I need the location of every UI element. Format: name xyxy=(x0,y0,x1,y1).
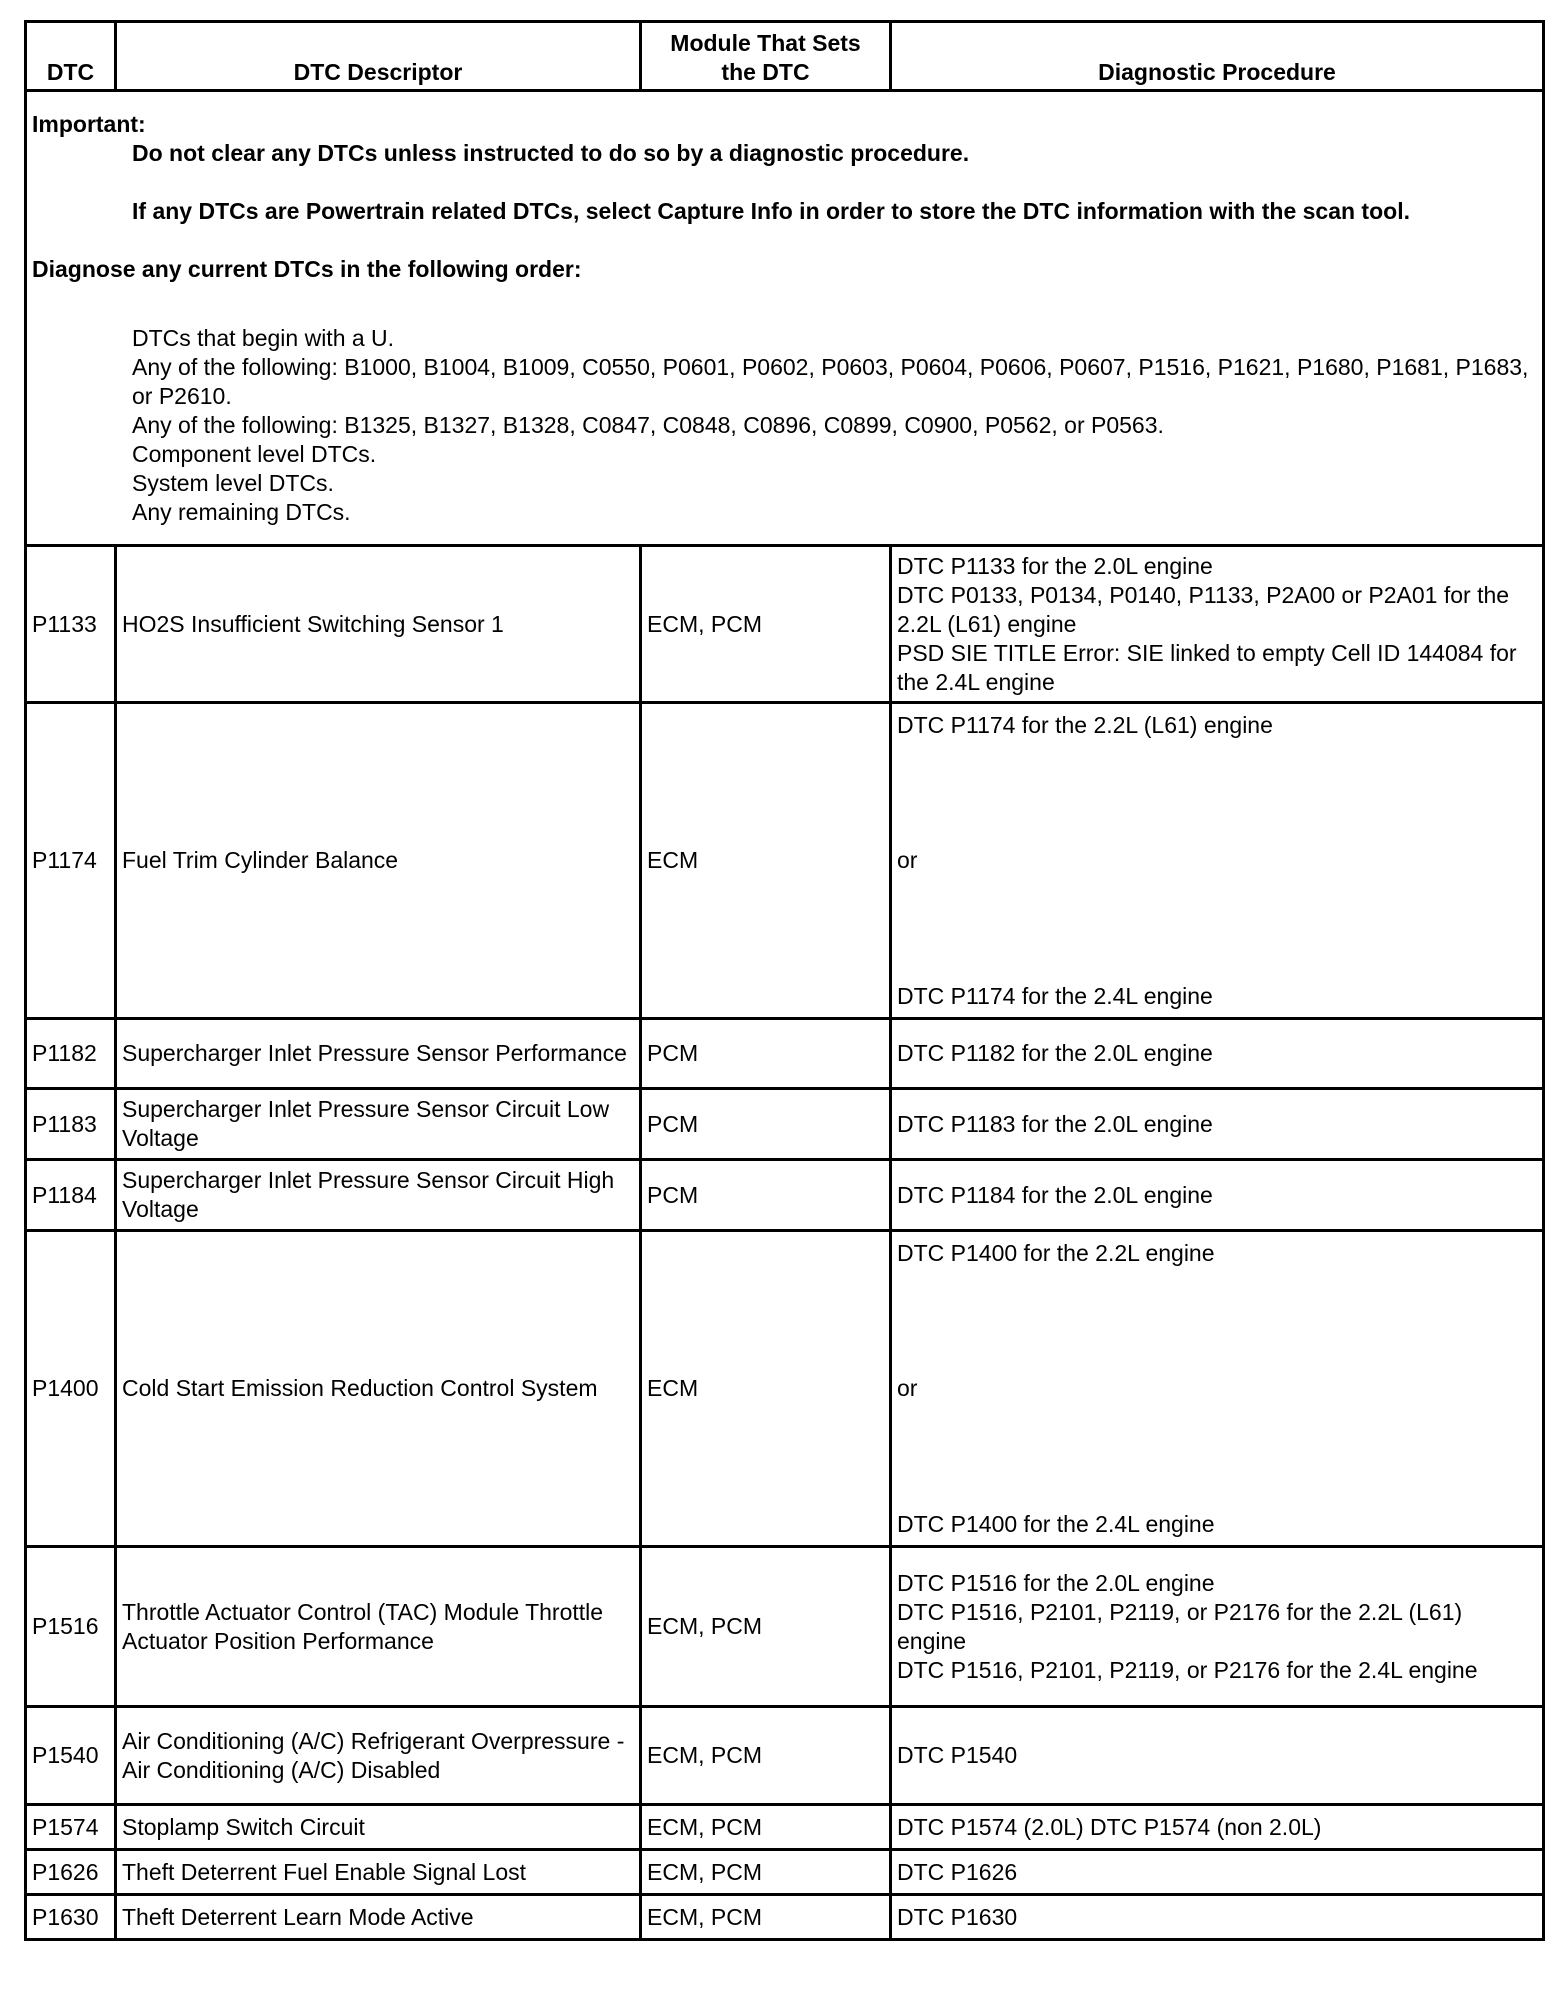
dtc-procedure: DTC P1184 for the 2.0L engine xyxy=(891,1160,1544,1231)
dtc-module: ECM xyxy=(641,703,891,1019)
dtc-descriptor: HO2S Insufficient Switching Sensor 1 xyxy=(116,546,641,703)
dtc-descriptor: Supercharger Inlet Pressure Sensor Circuit Low Voltage xyxy=(116,1089,641,1160)
header-dtc: DTC xyxy=(26,22,116,91)
important-row xyxy=(26,91,1544,546)
procedure-line: PSD SIE TITLE Error: SIE linked to empty Cell ID 144084 for the 2.4L engine xyxy=(897,639,1517,695)
table-row xyxy=(26,1019,1544,1089)
procedure-line: DTC P1174 for the 2.4L engine xyxy=(897,982,1213,1009)
important-title: Important: xyxy=(32,110,146,137)
dtc-code: P1626 xyxy=(26,1850,116,1895)
table-row xyxy=(26,1089,1544,1160)
procedure-line: DTC P1400 for the 2.2L engine xyxy=(897,1239,1215,1266)
dtc-module: ECM, PCM xyxy=(641,1850,891,1895)
order-item: Any of the following: B1000, B1004, B1009, C0550, P0601, P0602, P0603, P0604, P0606, P0607, P1516, P1621, P1680, P1681, P1683, or P2610. xyxy=(132,353,1529,409)
dtc-procedure: DTC P1183 for the 2.0L engine xyxy=(891,1089,1544,1160)
order-item: Component level DTCs. xyxy=(132,440,377,467)
procedure-line: DTC P1516, P2101, P2119, or P2176 for the 2.4L engine xyxy=(897,1656,1478,1683)
dtc-descriptor: Supercharger Inlet Pressure Sensor Performance xyxy=(116,1019,641,1089)
procedure-line: or xyxy=(897,847,918,873)
procedure-line: DTC P1516 for the 2.0L engine xyxy=(897,1569,1215,1596)
order-item: System level DTCs. xyxy=(132,469,334,496)
dtc-module: PCM xyxy=(641,1089,891,1160)
procedure-line: DTC P1133 for the 2.0L engine xyxy=(897,552,1213,579)
dtc-descriptor: Throttle Actuator Control (TAC) Module Throttle Actuator Position Performance xyxy=(116,1547,641,1707)
dtc-table xyxy=(24,20,1545,1941)
order-item: Any remaining DTCs. xyxy=(132,498,351,525)
table-row xyxy=(26,1707,1544,1805)
dtc-procedure: DTC P1540 xyxy=(891,1707,1544,1805)
dtc-descriptor: Supercharger Inlet Pressure Sensor Circuit High Voltage xyxy=(116,1160,641,1231)
dtc-module: ECM, PCM xyxy=(641,1707,891,1805)
dtc-code: P1183 xyxy=(26,1089,116,1160)
dtc-code: P1174 xyxy=(26,703,116,1019)
dtc-code: P1540 xyxy=(26,1707,116,1805)
dtc-procedure: DTC P1182 for the 2.0L engine xyxy=(891,1019,1544,1089)
dtc-code: P1133 xyxy=(26,546,116,703)
important-line-1: Do not clear any DTCs unless instructed to do so by a diagnostic procedure. xyxy=(132,139,970,166)
dtc-procedure: DTC P1630 xyxy=(891,1895,1544,1940)
dtc-descriptor: Theft Deterrent Fuel Enable Signal Lost xyxy=(116,1850,641,1895)
dtc-procedure xyxy=(891,546,1544,703)
dtc-code: P1400 xyxy=(26,1231,116,1547)
table-row xyxy=(26,1850,1544,1895)
table-row xyxy=(26,1547,1544,1707)
dtc-module: ECM, PCM xyxy=(641,546,891,703)
dtc-code: P1182 xyxy=(26,1019,116,1089)
order-heading: Diagnose any current DTCs in the following order: xyxy=(32,255,582,282)
header-descriptor: DTC Descriptor xyxy=(116,22,641,91)
dtc-descriptor: Air Conditioning (A/C) Refrigerant Overpressure - Air Conditioning (A/C) Disabled xyxy=(116,1707,641,1805)
dtc-descriptor: Theft Deterrent Learn Mode Active xyxy=(116,1895,641,1940)
dtc-module: ECM xyxy=(641,1231,891,1547)
procedure-line: or xyxy=(897,1375,918,1401)
dtc-module: ECM, PCM xyxy=(641,1805,891,1850)
dtc-descriptor: Stoplamp Switch Circuit xyxy=(116,1805,641,1850)
procedure-line: DTC P1516, P2101, P2119, or P2176 for the 2.2L (L61) engine xyxy=(897,1598,1463,1654)
important-line-2: If any DTCs are Powertrain related DTCs, select Capture Info in order to store the DTC information with the scan tool. xyxy=(132,197,1410,224)
order-item: Any of the following: B1325, B1327, B1328, C0847, C0848, C0896, C0899, C0900, P0562, or P0563. xyxy=(132,411,1164,438)
dtc-procedure: DTC P1626 xyxy=(891,1850,1544,1895)
procedure-line: DTC P1400 for the 2.4L engine xyxy=(897,1510,1215,1537)
dtc-code: P1516 xyxy=(26,1547,116,1707)
header-module: Module That Sets the DTC xyxy=(641,22,891,91)
procedure-line: DTC P1174 for the 2.2L (L61) engine xyxy=(897,711,1273,738)
dtc-code: P1630 xyxy=(26,1895,116,1940)
dtc-procedure xyxy=(891,1231,1544,1547)
dtc-descriptor: Cold Start Emission Reduction Control System xyxy=(116,1231,641,1547)
table-row xyxy=(26,546,1544,703)
dtc-code: P1184 xyxy=(26,1160,116,1231)
header-procedure: Diagnostic Procedure xyxy=(891,22,1544,91)
header-row xyxy=(26,22,1544,91)
dtc-module: PCM xyxy=(641,1019,891,1089)
procedure-line: DTC P0133, P0134, P0140, P1133, P2A00 or P2A01 for the 2.2L (L61) engine xyxy=(897,581,1510,637)
dtc-code: P1574 xyxy=(26,1805,116,1850)
dtc-module: ECM, PCM xyxy=(641,1547,891,1707)
order-item: DTCs that begin with a U. xyxy=(132,324,395,351)
table-row xyxy=(26,703,1544,1019)
table-row xyxy=(26,1231,1544,1547)
dtc-procedure xyxy=(891,703,1544,1019)
table-row xyxy=(26,1160,1544,1231)
dtc-procedure: DTC P1574 (2.0L) DTC P1574 (non 2.0L) xyxy=(891,1805,1544,1850)
dtc-module: ECM, PCM xyxy=(641,1895,891,1940)
table-row xyxy=(26,1805,1544,1850)
dtc-procedure xyxy=(891,1547,1544,1707)
dtc-module: PCM xyxy=(641,1160,891,1231)
dtc-descriptor: Fuel Trim Cylinder Balance xyxy=(116,703,641,1019)
table-row xyxy=(26,1895,1544,1940)
important-note xyxy=(26,91,1544,546)
